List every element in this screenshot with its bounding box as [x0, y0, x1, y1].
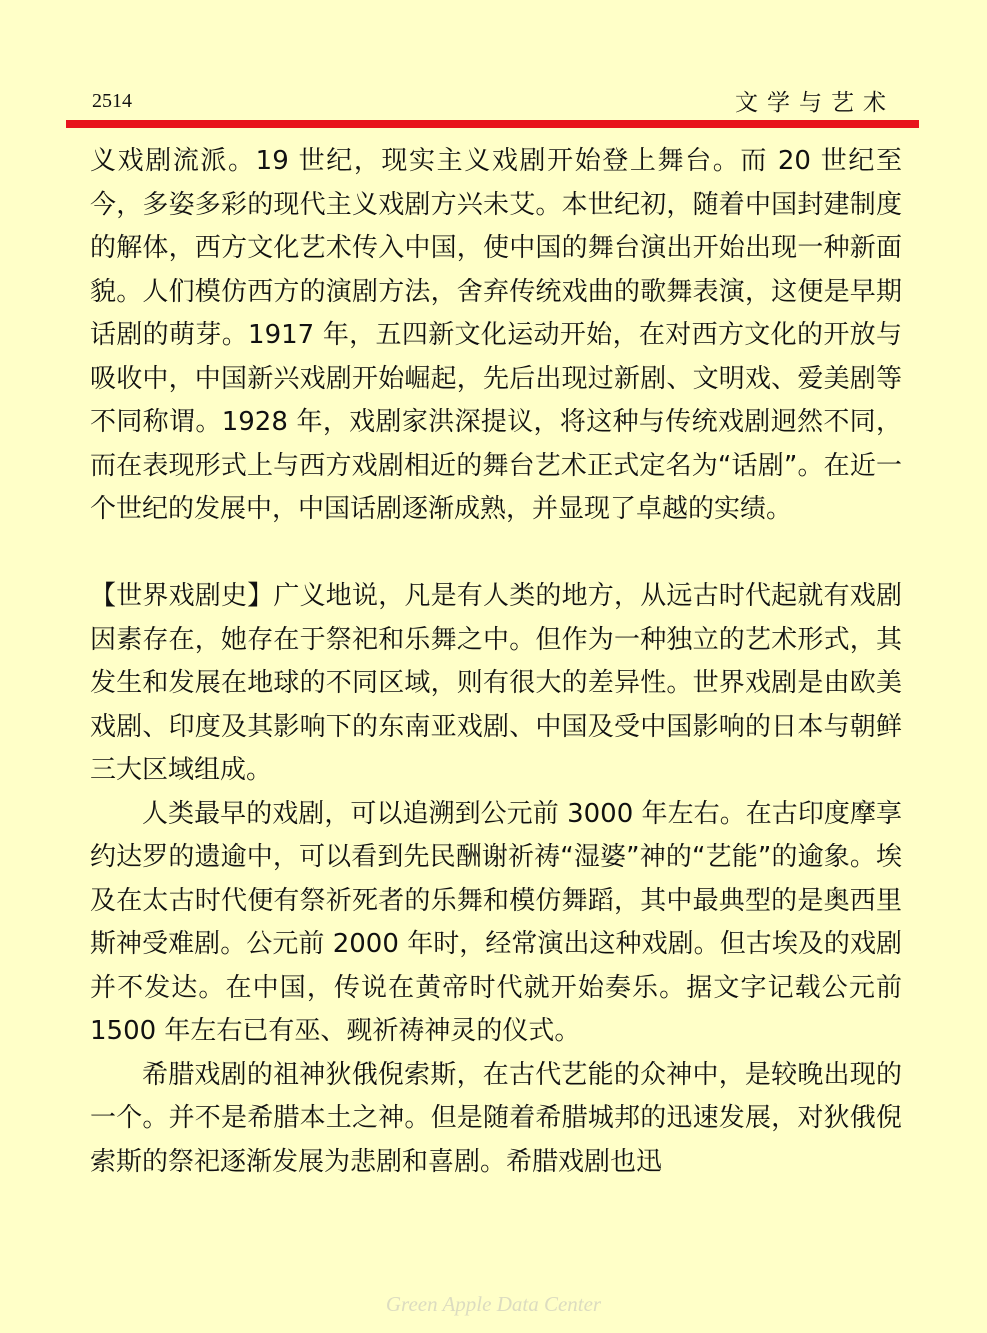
paragraph-world-drama-history: 【世界戏剧史】广义地说，凡是有人类的地方，从远古时代起就有戏剧因素存在，她存在于祭祀和乐舞之中。但作为一种独立的艺术形式，其发生和发展在地球的不同区域，则有很大的差异性。世界戏剧是由欧美戏剧、印度及其影响下的东南亚戏剧、中国及受中国影响的日本与朝鲜三大区域组成。: [90, 581, 902, 785]
running-header-title: 文学与艺术: [735, 90, 895, 116]
header-rule: [66, 120, 919, 128]
paragraph-continued: 义戏剧流派。19 世纪，现实主义戏剧开始登上舞台。而 20 世纪至今，多姿多彩的现代主义戏剧方兴未艾。本世纪初，随着中国封建制度的解体，西方文化艺术传入中国，使中国的舞台演出开始出现一种新面貌。人们模仿西方的演剧方法，舍弃传统戏曲的歌舞表演，这便是早期话剧的萌芽。1917 年，五四新文化运动开始，在对西方文化的开放与吸收中，中国新兴戏剧开始崛起，先后出现过新剧、文明戏、爱美剧等不同称谓。1928 年，戏剧家洪深提议，将这种与传统戏剧迥然不同，而在表现形式上与西方戏剧相近的舞台艺术正式定名为“话剧”。在近一个世纪的发展中，中国话剧逐渐成熟，并显现了卓越的实绩。: [90, 146, 902, 524]
paragraph-earliest-drama: 人类最早的戏剧，可以追溯到公元前 3000 年左右。在古印度摩享约达罗的遗逾中，可以看到先民酬谢祈祷“湿婆”神的“艺能”的逾象。埃及在太古时代便有祭祈死者的乐舞和模仿舞蹈，其中最典型的是奥西里斯神受难剧。公元前 2000 年时，经常演出这种戏剧。但古埃及的戏剧并不发达。在中国，传说在黄帝时代就开始奏乐。据文字记载公元前 1500 年左右已有巫、觋祈祷神灵的仪式。: [90, 798, 902, 1046]
page-number: 2514: [92, 90, 132, 112]
watermark: Green Apple Data Center: [385, 1292, 602, 1316]
paragraph-greek-drama: 希腊戏剧的祖神狄俄倪索斯，在古代艺能的众神中，是较晚出现的一个。并不是希腊本土之神。但是随着希腊城邦的迅速发展，对狄俄倪索斯的祭祀逐渐发展为悲剧和喜剧。希腊戏剧也迅: [90, 1059, 902, 1177]
body-text: [90, 140, 902, 1184]
